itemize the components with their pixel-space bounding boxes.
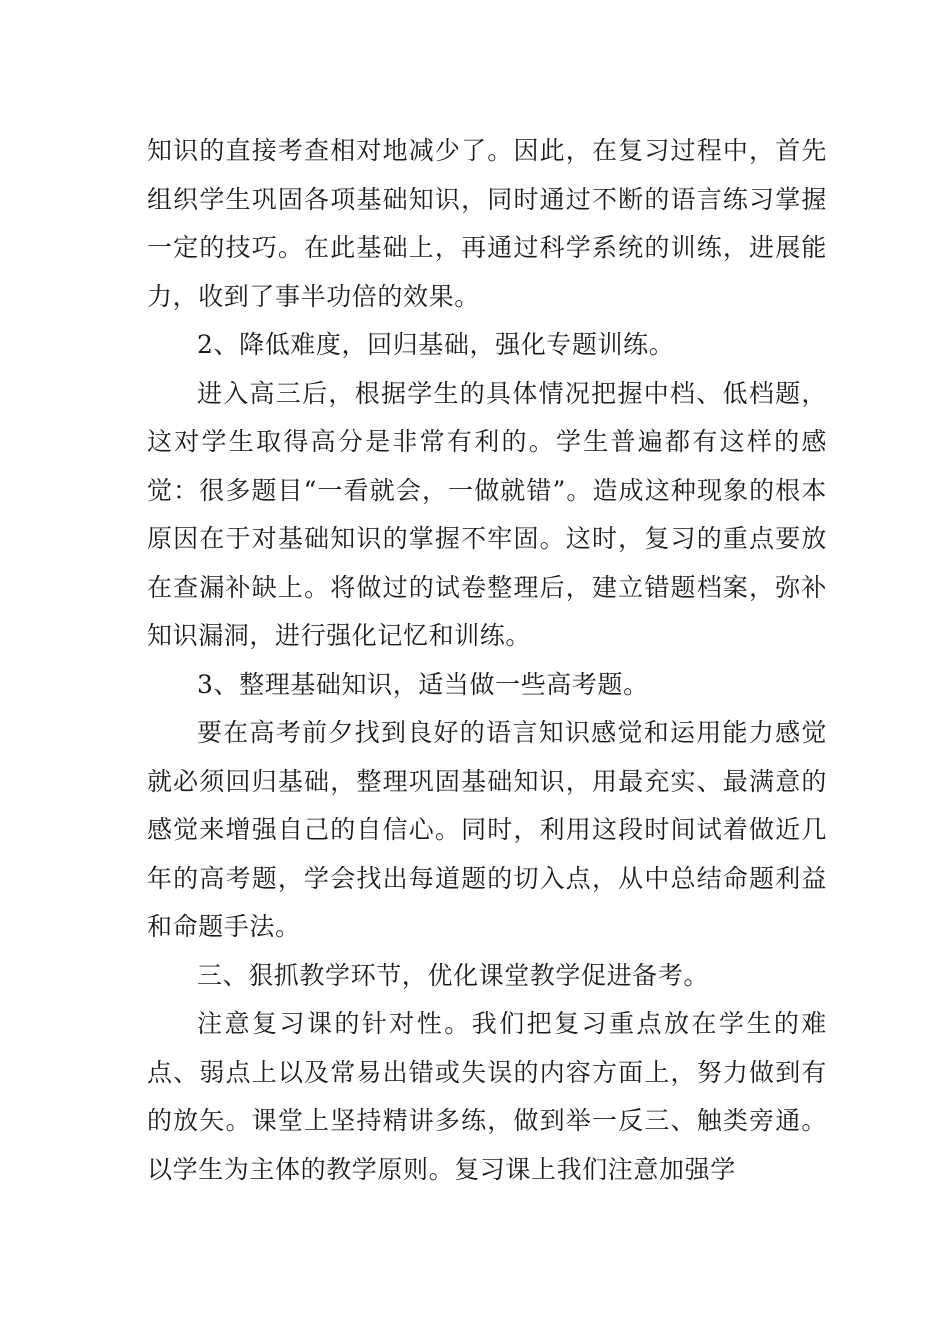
heading-item-2: 2、降低难度，回归基础，强化专题训练。 [197,330,675,359]
paragraph-continuation: 知识的直接考查相对地减少了。因此，在复习过程中，首先组织学生巩固各项基础知识，同时通过不断的语言练习掌握一定的技巧。在此基础上，再通过科学系统的训练，进展能力，收到了事半功倍的效果。 [147,136,827,311]
heading-section-three: 三、狠抓教学环节，优化课堂教学促进备考。 [197,960,710,990]
paragraph-review-class: 注意复习课的针对性。我们把复习重点放在学生的难点、弱点上以及常易出错或失误的内容方面上，努力做到有的放矢。课堂上坚持精讲多练，做到举一反三、触类旁通。以学生为主体的教学原则。复习课上我们注意加强学 [147,1009,827,1184]
paragraph-senior-three: 进入高三后，根据学生的具体情况把握中档、低档题，这对学生取得高分是非常有利的。学生普遍都有这样的感觉：很多题目“一看就会，一做就错”。造成这种现象的根本原因在于对基础知识的掌握不牢固。这时，复习的重点要放在查漏补缺上。将做过的试卷整理后，建立错题档案，弥补知识漏洞，进行强化记忆和训练。 [147,378,827,650]
document-body [147,127,827,1194]
paragraph-before-exam: 要在高考前夕找到良好的语言知识感觉和运用能力感觉就必须回归基础，整理巩固基础知识，用最充实、最满意的感觉来增强自己的自信心。同时，利用这段时间试着做近几年的高考题，学会找出每道题的切入点，从中总结命题利益和命题手法。 [147,718,827,941]
heading-item-3: 3、整理基础知识，适当做一些高考题。 [197,669,649,699]
